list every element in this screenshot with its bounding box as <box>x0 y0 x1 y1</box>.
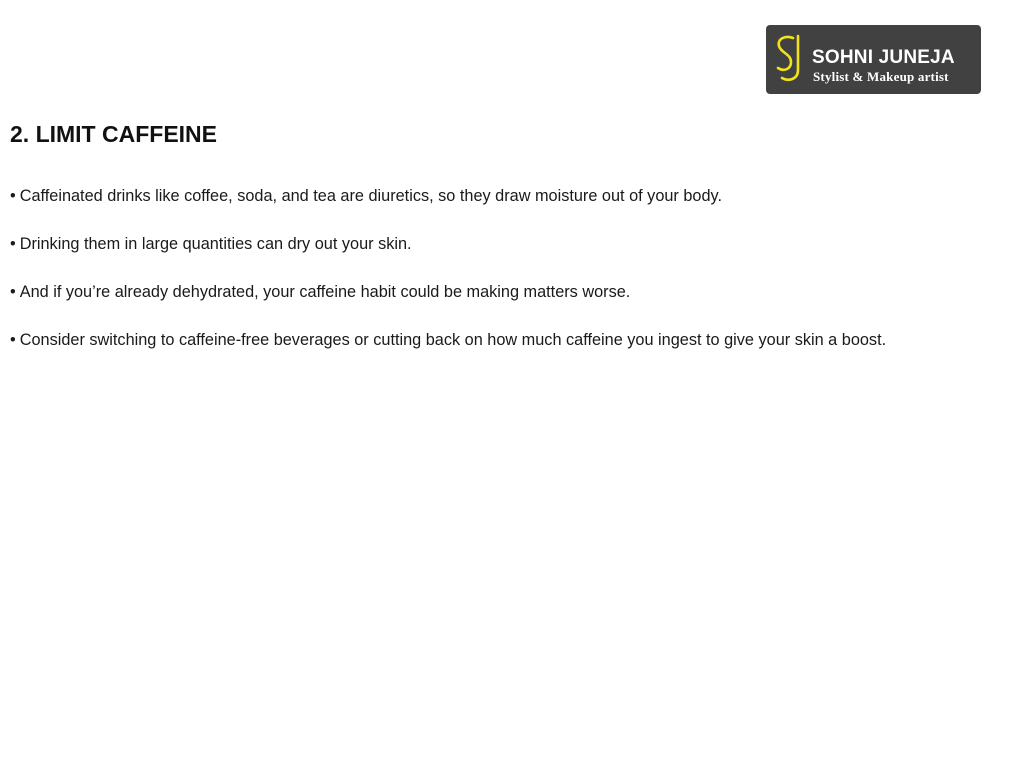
bullet-item <box>10 185 1015 207</box>
bullet-text: And if you’re already dehydrated, your caffeine habit could be making matters worse. <box>19 283 631 301</box>
brand-name: SOHNI JUNEJA <box>812 47 955 68</box>
brand-tagline: Stylist & Makeup artist <box>813 69 949 84</box>
bullet-item <box>10 281 1015 303</box>
bullet-text: Caffeinated drinks like coffee, soda, and tea are diuretics, so they draw moisture out of your body. <box>19 187 722 205</box>
slide-title: 2. LIMIT CAFFEINE <box>10 121 217 147</box>
bullet-item <box>10 329 1015 351</box>
bullet-list <box>10 185 1015 377</box>
bullet-text: Drinking them in large quantities can dry out your skin. <box>19 235 412 253</box>
bullet-symbol: • <box>10 235 16 253</box>
brand-logo <box>766 25 981 94</box>
sj-monogram-icon <box>773 32 809 86</box>
bullet-text: Consider switching to caffeine-free beverages or cutting back on how much caffeine you ingest to give your skin a boost. <box>19 331 887 349</box>
bullet-symbol: • <box>10 331 16 349</box>
bullet-item <box>10 233 1015 255</box>
bullet-symbol: • <box>10 187 16 205</box>
bullet-symbol: • <box>10 283 16 301</box>
